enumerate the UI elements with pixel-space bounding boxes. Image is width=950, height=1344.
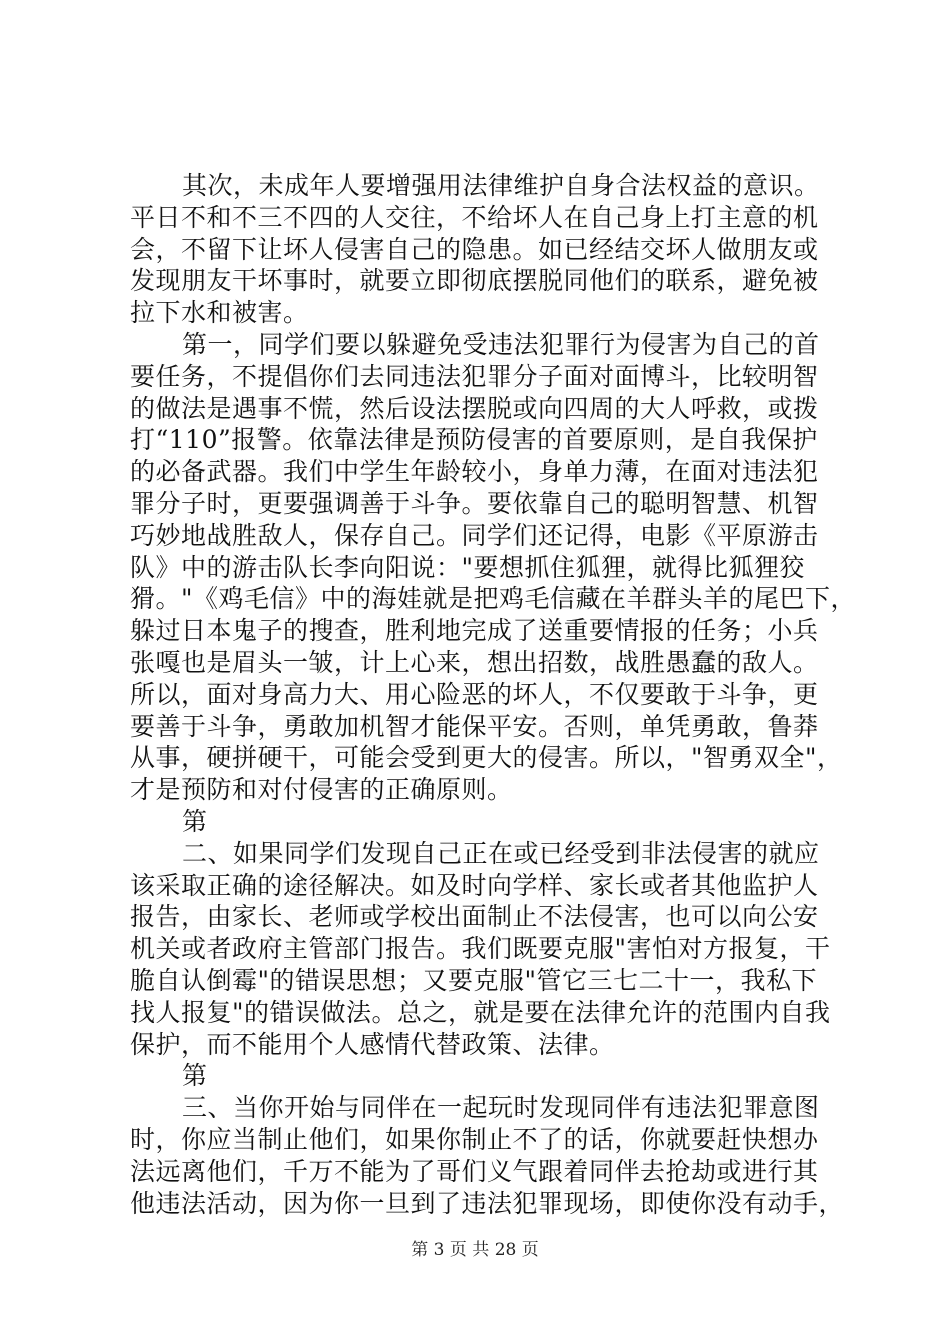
text-line: 要善于斗争，勇敢加机智才能保平安。否则，单凭勇敢，鲁莽 — [130, 711, 819, 741]
text-line: 张嘎也是眉头一皱，计上心来，想出招数，战胜愚蠢的敌人。 — [130, 647, 819, 677]
text-line: 机关或者政府主管部门报告。我们既要克服"害怕对方报复，干 — [130, 934, 831, 964]
text-line: 三、当你开始与同伴在一起玩时发现同伴有违法犯罪意图 — [182, 1093, 820, 1123]
text-line: 保护，而不能用个人感情代替政策、法律。 — [130, 1029, 615, 1059]
text-line: 要任务，不提倡你们去同违法犯罪分子面对面博斗，比较明智 — [130, 361, 819, 391]
text-line: 法远离他们，千万不能为了哥们义气跟着同伴去抢劫或进行其 — [130, 1156, 819, 1186]
text-line: 发现朋友干坏事时，就要立即彻底摆脱同他们的联系，避免被 — [130, 266, 819, 296]
text-line: 队》中的游击队长李向阳说："要想抓住狐狸，就得比狐狸狡 — [130, 552, 806, 582]
text-line: 时，你应当制止他们，如果你制止不了的话，你就要赶快想办 — [130, 1124, 819, 1154]
text-line: 会，不留下让坏人侵害自己的隐患。如已经结交坏人做朋友或 — [130, 234, 819, 264]
text-line: 平日不和不三不四的人交往，不给坏人在自己身上打主意的机 — [130, 202, 819, 232]
text-line: 猾。"《鸡毛信》中的海娃就是把鸡毛信藏在羊群头羊的尾巴下， — [130, 584, 857, 614]
text-line: 躲过日本鬼子的搜查，胜利地完成了送重要情报的任务；小兵 — [130, 616, 819, 646]
text-line: 拉下水和被害。 — [130, 298, 309, 328]
text-line: 该采取正确的途径解决。如及时向学样、家长或者其他监护人 — [130, 870, 819, 900]
text-line: 所以，面对身高力大、用心险恶的坏人，不仅要敢于斗争，更 — [130, 679, 819, 709]
text-line: 罪分子时，更要强调善于斗争。要依靠自己的聪明智慧、机智 — [130, 488, 819, 518]
text-line: 第 — [182, 1061, 208, 1091]
text-line: 才是预防和对付侵害的正确原则。 — [130, 775, 513, 805]
page-footer: 第 3 页 共 28 页 — [411, 1240, 539, 1260]
text-line: 其次，未成年人要增强用法律维护自身合法权益的意识。 — [182, 171, 820, 200]
text-line: 第 — [182, 806, 208, 836]
text-line: 从事，硬拼硬干，可能会受到更大的侵害。所以，"智勇双全"， — [130, 743, 843, 773]
text-line: 报告，由家长、老师或学校出面制止不法侵害，也可以向公安 — [130, 902, 819, 932]
text-line: 打“110”报警。依靠法律是预防侵害的首要原则，是自我保护 — [130, 425, 818, 455]
text-line: 脆自认倒霉"的错误思想；又要克服"管它三七二十一，我私下 — [130, 965, 818, 995]
text-line: 的必备武器。我们中学生年龄较小，身单力薄，在面对违法犯 — [130, 457, 819, 487]
text-line: 找人报复"的错误做法。总之，就是要在法律允许的范围内自我 — [130, 997, 831, 1027]
text-line: 的做法是遇事不慌，然后设法摆脱或向四周的大人呼救，或拨 — [130, 393, 819, 423]
document-body — [130, 170, 857, 1219]
text-line: 他违法活动，因为你一旦到了违法犯罪现场，即使你没有动手， — [130, 1188, 845, 1218]
text-line: 第一，同学们要以躲避免受违法犯罪行为侵害为自己的首 — [182, 329, 820, 359]
text-line: 巧妙地战胜敌人，保存自己。同学们还记得，电影《平原游击 — [130, 520, 819, 550]
text-line: 二、如果同学们发现自己正在或已经受到非法侵害的就应 — [182, 838, 820, 868]
